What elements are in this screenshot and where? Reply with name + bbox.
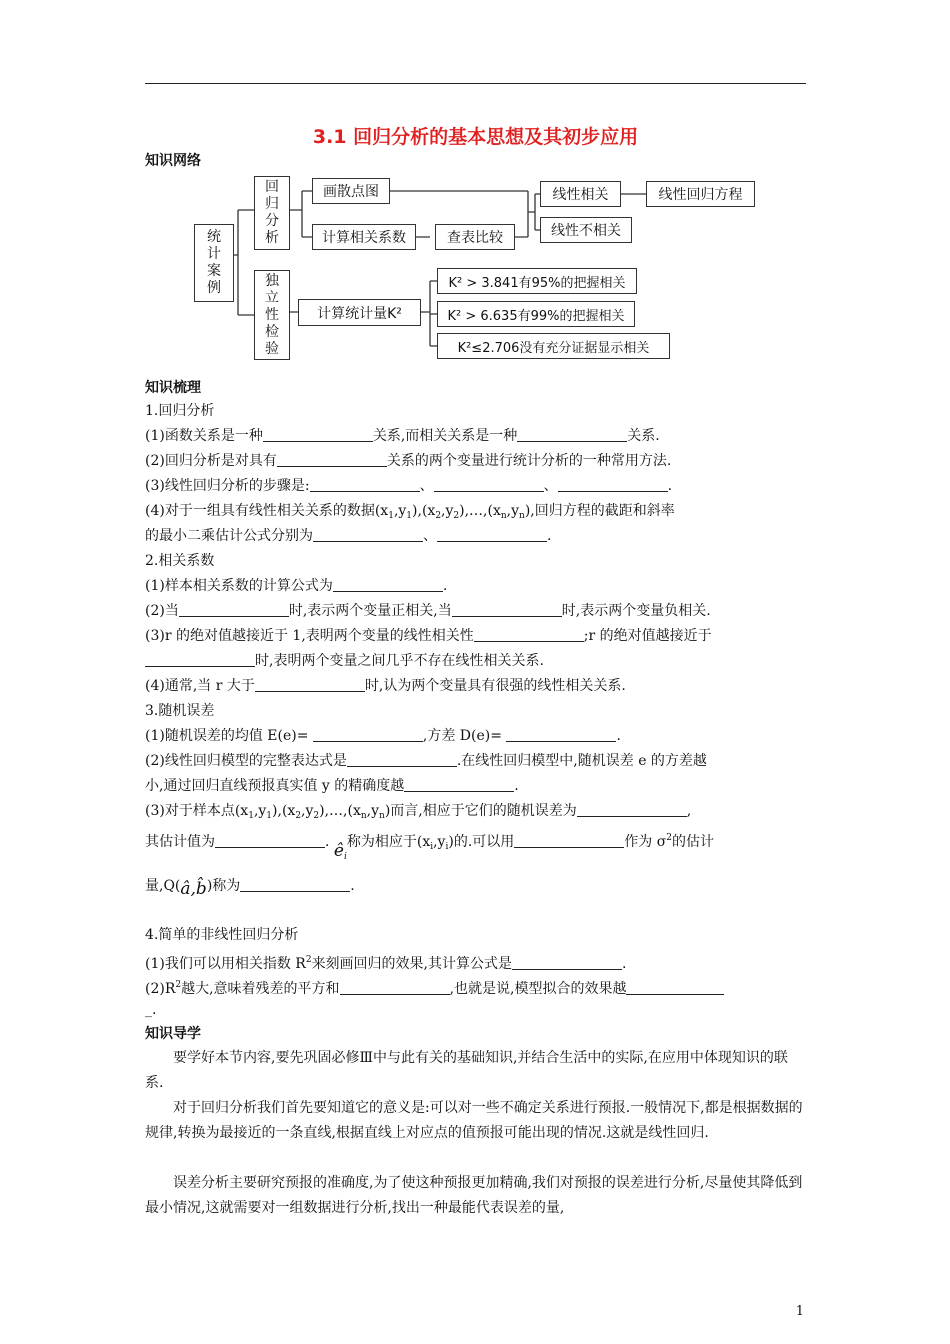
independence-char: 检 — [265, 323, 279, 340]
regression-char: 归 — [265, 196, 279, 212]
independence-char: 独 — [265, 272, 279, 289]
k2-95-box: K² > 3.841有95%的把握相关 — [437, 268, 637, 294]
line-3-2: (2)线性回归模型的完整表达式是 .在线性回归模型中,随机误差 e 的方差越 — [145, 753, 707, 769]
not-linear-correlated-box: 线性不相关 — [540, 217, 632, 243]
guide-paragraph: 对于回归分析我们首先要知道它的意义是:可以对一些不确定关系进行预报.一般情况下,都是根据数据的规律,转换为最接近的一条直线,根据直线上对应点的值预报可能出现的情况.这就是线性回归. — [145, 1100, 803, 1141]
correlation-coefficient-box: 计算相关系数 — [312, 224, 416, 250]
root-char: 计 — [207, 246, 221, 262]
line-4-1: (1)我们可以用相关指数 $R^2$来刻画回归的效果,其计算公式是 . — [145, 955, 627, 972]
heading-nonlinear: 4.简单的非线性回归分析 — [145, 927, 299, 943]
line-2-3b: 时,表明两个变量之间几乎不存在线性相关关系. — [145, 652, 544, 670]
section-heading-review: 知识梳理 — [145, 380, 201, 396]
line-1-1: (1)函数关系是一种 关系,而相关关系是一种 关系. — [145, 428, 660, 444]
heading-correlation: 2.相关系数 — [145, 553, 215, 569]
line-2-1: (1)样本相关系数的计算公式为 . — [145, 578, 448, 594]
compute-k2-box: 计算统计量K² — [298, 299, 421, 326]
line-2-2: (2)当 时,表示两个变量正相关,当 时,表示两个变量负相关. — [145, 603, 711, 619]
root-char: 统 — [207, 229, 221, 245]
independence-char: 性 — [265, 306, 279, 323]
independence-box — [254, 270, 290, 360]
line-3-3: (3)对于样本点$(x_1,y_1),(x_2,y_2),\dots,(x_n,y_n)$而言,相应于它们的随机误差为 , — [145, 803, 692, 821]
scatter-plot-box: 画散点图 — [312, 178, 390, 204]
line-1-5: 的最小二乘估计公式分别为 、 . — [145, 528, 552, 544]
a-b-hat-symbol: â,b̂ — [180, 879, 207, 899]
linear-correlated-box: 线性相关 — [540, 181, 621, 207]
independence-char: 立 — [265, 289, 279, 306]
page-title: 3.1 回归分析的基本思想及其初步应用 — [312, 126, 639, 148]
regression-box — [254, 176, 290, 250]
line-3-3c: 量,Q(â,b̂)称为 . — [145, 878, 355, 899]
page-number: 1 — [795, 1304, 804, 1319]
linear-regression-equation-box: 线性回归方程 — [646, 181, 755, 207]
regression-char: 析 — [265, 230, 279, 246]
guide-paragraph: 误差分析主要研究预报的准确度,为了使这种预报更加精确,我们对预报的误差进行分析,尽量使其降低到最小情况,这就需要对一组数据进行分析,找出一种最能代表误差的量, — [145, 1175, 803, 1216]
line-4-2b: _. — [145, 1002, 157, 1018]
regression-char: 分 — [265, 213, 279, 229]
lookup-compare-box: 查表比较 — [435, 224, 515, 250]
line-4-2: $(2)R^2$越大,意味着残差的平方和 ,也就是说,模型拟合的效果越 — [145, 976, 724, 998]
k2-2706-box: K²≤2.706没有充分证据显示相关 — [437, 333, 670, 359]
heading-random-error: 3.随机误差 — [145, 703, 215, 719]
line-3-3b: 其估计值为 . $ê_i$称为相应于$(x_i,y_i)$的.可以用 作为 $\sigma^2$的估计 — [145, 833, 715, 862]
root-box — [194, 224, 234, 302]
line-1-2: (2)回归分析是对具有 关系的两个变量进行统计分析的一种常用方法. — [145, 453, 672, 469]
root-char: 案 — [207, 263, 221, 279]
heading-regression: 1.回归分析 — [145, 403, 215, 419]
k2-99-box: K² > 6.635有99%的把握相关 — [437, 301, 635, 327]
root-char: 例 — [207, 280, 221, 296]
regression-char: 回 — [265, 179, 279, 195]
line-1-3: (3)线性回归分析的步骤是: 、 、 . — [145, 478, 673, 494]
independence-char: 验 — [265, 340, 279, 357]
section-heading-network: 知识网络 — [145, 153, 201, 169]
line-2-4: (4)通常,当 r 大于 时,认为两个变量具有很强的线性相关关系. — [145, 678, 626, 694]
header-rule — [145, 83, 806, 84]
line-1-4: (4)对于一组具有线性相关关系的数据$(x_1,y_1),(x_2,y_2),\dots,(x_n,y_n)$,回归方程的截距和斜率 — [145, 503, 675, 521]
line-2-3: (3)r 的绝对值越接近于 1,表明两个变量的线性相关性 ;r 的绝对值越接近于 — [145, 628, 712, 644]
e-hat-symbol: $ê_i$ — [333, 841, 347, 862]
section-heading-guide: 知识导学 — [145, 1026, 201, 1042]
guide-paragraph: 要学好本节内容,要先巩固必修Ⅲ中与此有关的基础知识,并结合生活中的实际,在应用中体现知识的联系. — [145, 1050, 788, 1091]
line-3-2b: 小,通过回归直线预报真实值 y 的精确度越 . — [145, 778, 519, 794]
line-3-1: (1)随机误差的均值 E(e)= ,方差 D(e)= . — [145, 728, 621, 744]
